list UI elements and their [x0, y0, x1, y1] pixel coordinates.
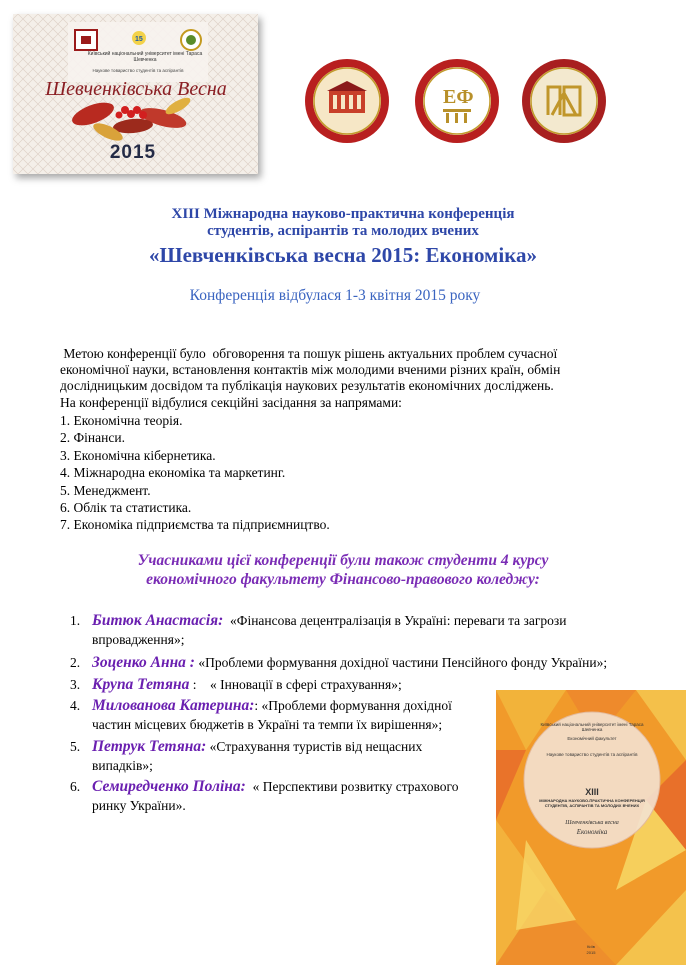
economic-faculty-seal: [413, 57, 501, 145]
participant-number: 1.: [70, 613, 81, 628]
conference-title-line2: студентів, аспірантів та молодих вчених: [207, 223, 479, 239]
university-seal-1: [303, 57, 391, 145]
note-line: Учасниками цієї конференції були також студенти 4 курсу: [137, 552, 549, 569]
book-script-title: Шевченківська весна: [565, 820, 619, 826]
participant-name: Зоценко Анна :: [92, 654, 195, 671]
participant-number: 2.: [70, 655, 81, 670]
participant-topic-cont: ринку України».: [92, 798, 186, 813]
book-university: Київський національний університет імені Тараса Шевченка: [540, 722, 644, 732]
participant-name: Петрук Тетяна:: [92, 738, 207, 755]
society-logo: [132, 31, 146, 45]
direction-item: 6. Облік та статистика.: [60, 499, 192, 515]
svg-text:ЕФ: ЕФ: [443, 86, 474, 108]
participant-name: Милованова Катерина:: [92, 697, 255, 714]
proceedings-book-cover: [496, 690, 686, 965]
participant-topic: : « Інновації в сфері страхування»;: [189, 677, 402, 692]
conference-title-line3: «Шевченківська весна 2015: Економіка»: [149, 243, 537, 267]
banner-year: 2015: [109, 142, 157, 163]
participant-number: 3.: [70, 677, 81, 692]
participant-topic: «Фінансова децентралізація в Україні: переваги та загрози: [223, 613, 567, 628]
participant-topic: «Проблеми формування дохідної частини Пенсійного фонду України»;: [194, 655, 608, 670]
conference-dates: Конференція відбулася 1-3 квітня 2015 року: [189, 287, 481, 304]
direction-item: 2. Фінанси.: [60, 430, 125, 446]
direction-item: 7. Економіка підприємства та підприємництво.: [60, 517, 330, 533]
intro-line: дослідницьким досвідом та публікація наукових результатів економічних досліджень.: [60, 378, 554, 394]
intro-line: На конференції відбулися секційні засідання за напрямами:: [60, 394, 402, 410]
directions-list: [60, 412, 660, 534]
direction-item: 1. Економічна теорія.: [60, 413, 183, 428]
direction-item: 3. Економічна кібернетика.: [60, 447, 216, 463]
intro-line: економічної науки, встановлення контактів між молодими вченими різних країн, обмін: [60, 362, 561, 378]
book-roman-numeral: XIII: [585, 787, 599, 797]
participant-name: Семиредченко Поліна:: [92, 778, 246, 795]
book-script-subtitle: Економіка: [576, 828, 608, 836]
book-society: Наукове товариство студентів та аспірантів: [546, 752, 638, 757]
economic-faculty-seal-2: [520, 57, 608, 145]
participant-name: Битюк Анастасія:: [92, 612, 224, 629]
participant-topic-cont: впровадження»;: [92, 632, 185, 647]
participant-number: 5.: [70, 739, 81, 754]
participant-number: 6.: [70, 779, 81, 794]
book-year: 2015: [586, 950, 596, 955]
university-logo: [75, 30, 97, 50]
direction-item: 5. Менеджмент.: [60, 482, 151, 498]
participant-topic: «Страхування туристів від нещасних: [206, 739, 423, 754]
conference-banner: [13, 14, 258, 174]
conference-title-line1: XIII Міжнародна науково-практична конференція: [171, 206, 515, 222]
banner-society: Наукове товариство студентів та аспірантів: [92, 68, 184, 73]
partner-logo: [181, 30, 201, 50]
intro-line: Метою конференції було обговорення та пошук рішень актуальних проблем сучасної: [60, 346, 558, 361]
book-conference: МІЖНАРОДНА НАУКОВО-ПРАКТИЧНА КОНФЕРЕНЦІЯ СТУДЕНТІВ, АСПІРАНТІВ ТА МОЛОДИХ ВЧЕНИХ: [539, 798, 645, 808]
participant-topic: « Перспективи розвитку страхового: [245, 779, 459, 794]
participant-number: 4.: [70, 698, 81, 713]
book-city: Київ: [587, 944, 595, 949]
banner-university: Київський національний університет імені Тараса Шевченка: [87, 51, 203, 63]
participant-name: Крупа Тетяна: [92, 676, 190, 693]
book-faculty: Економічний факультет: [567, 736, 617, 741]
note-line: економічного факультету Фінансово-правового коледжу:: [146, 571, 540, 588]
banner-title: Шевченківська Весна: [45, 78, 227, 100]
participant-topic-cont: випадків»;: [92, 758, 153, 773]
participants-note: [0, 551, 686, 589]
svg-text:15: 15: [135, 36, 143, 43]
intro-paragraph: [60, 346, 660, 411]
participant-topic-cont: частин місцевих бюджетів в Україні та темпи їх вирішення»;: [92, 717, 443, 732]
direction-item: 4. Міжнародна економіка та маркетинг.: [60, 465, 286, 481]
participant-topic: : «Проблеми формування дохідної: [254, 698, 452, 713]
